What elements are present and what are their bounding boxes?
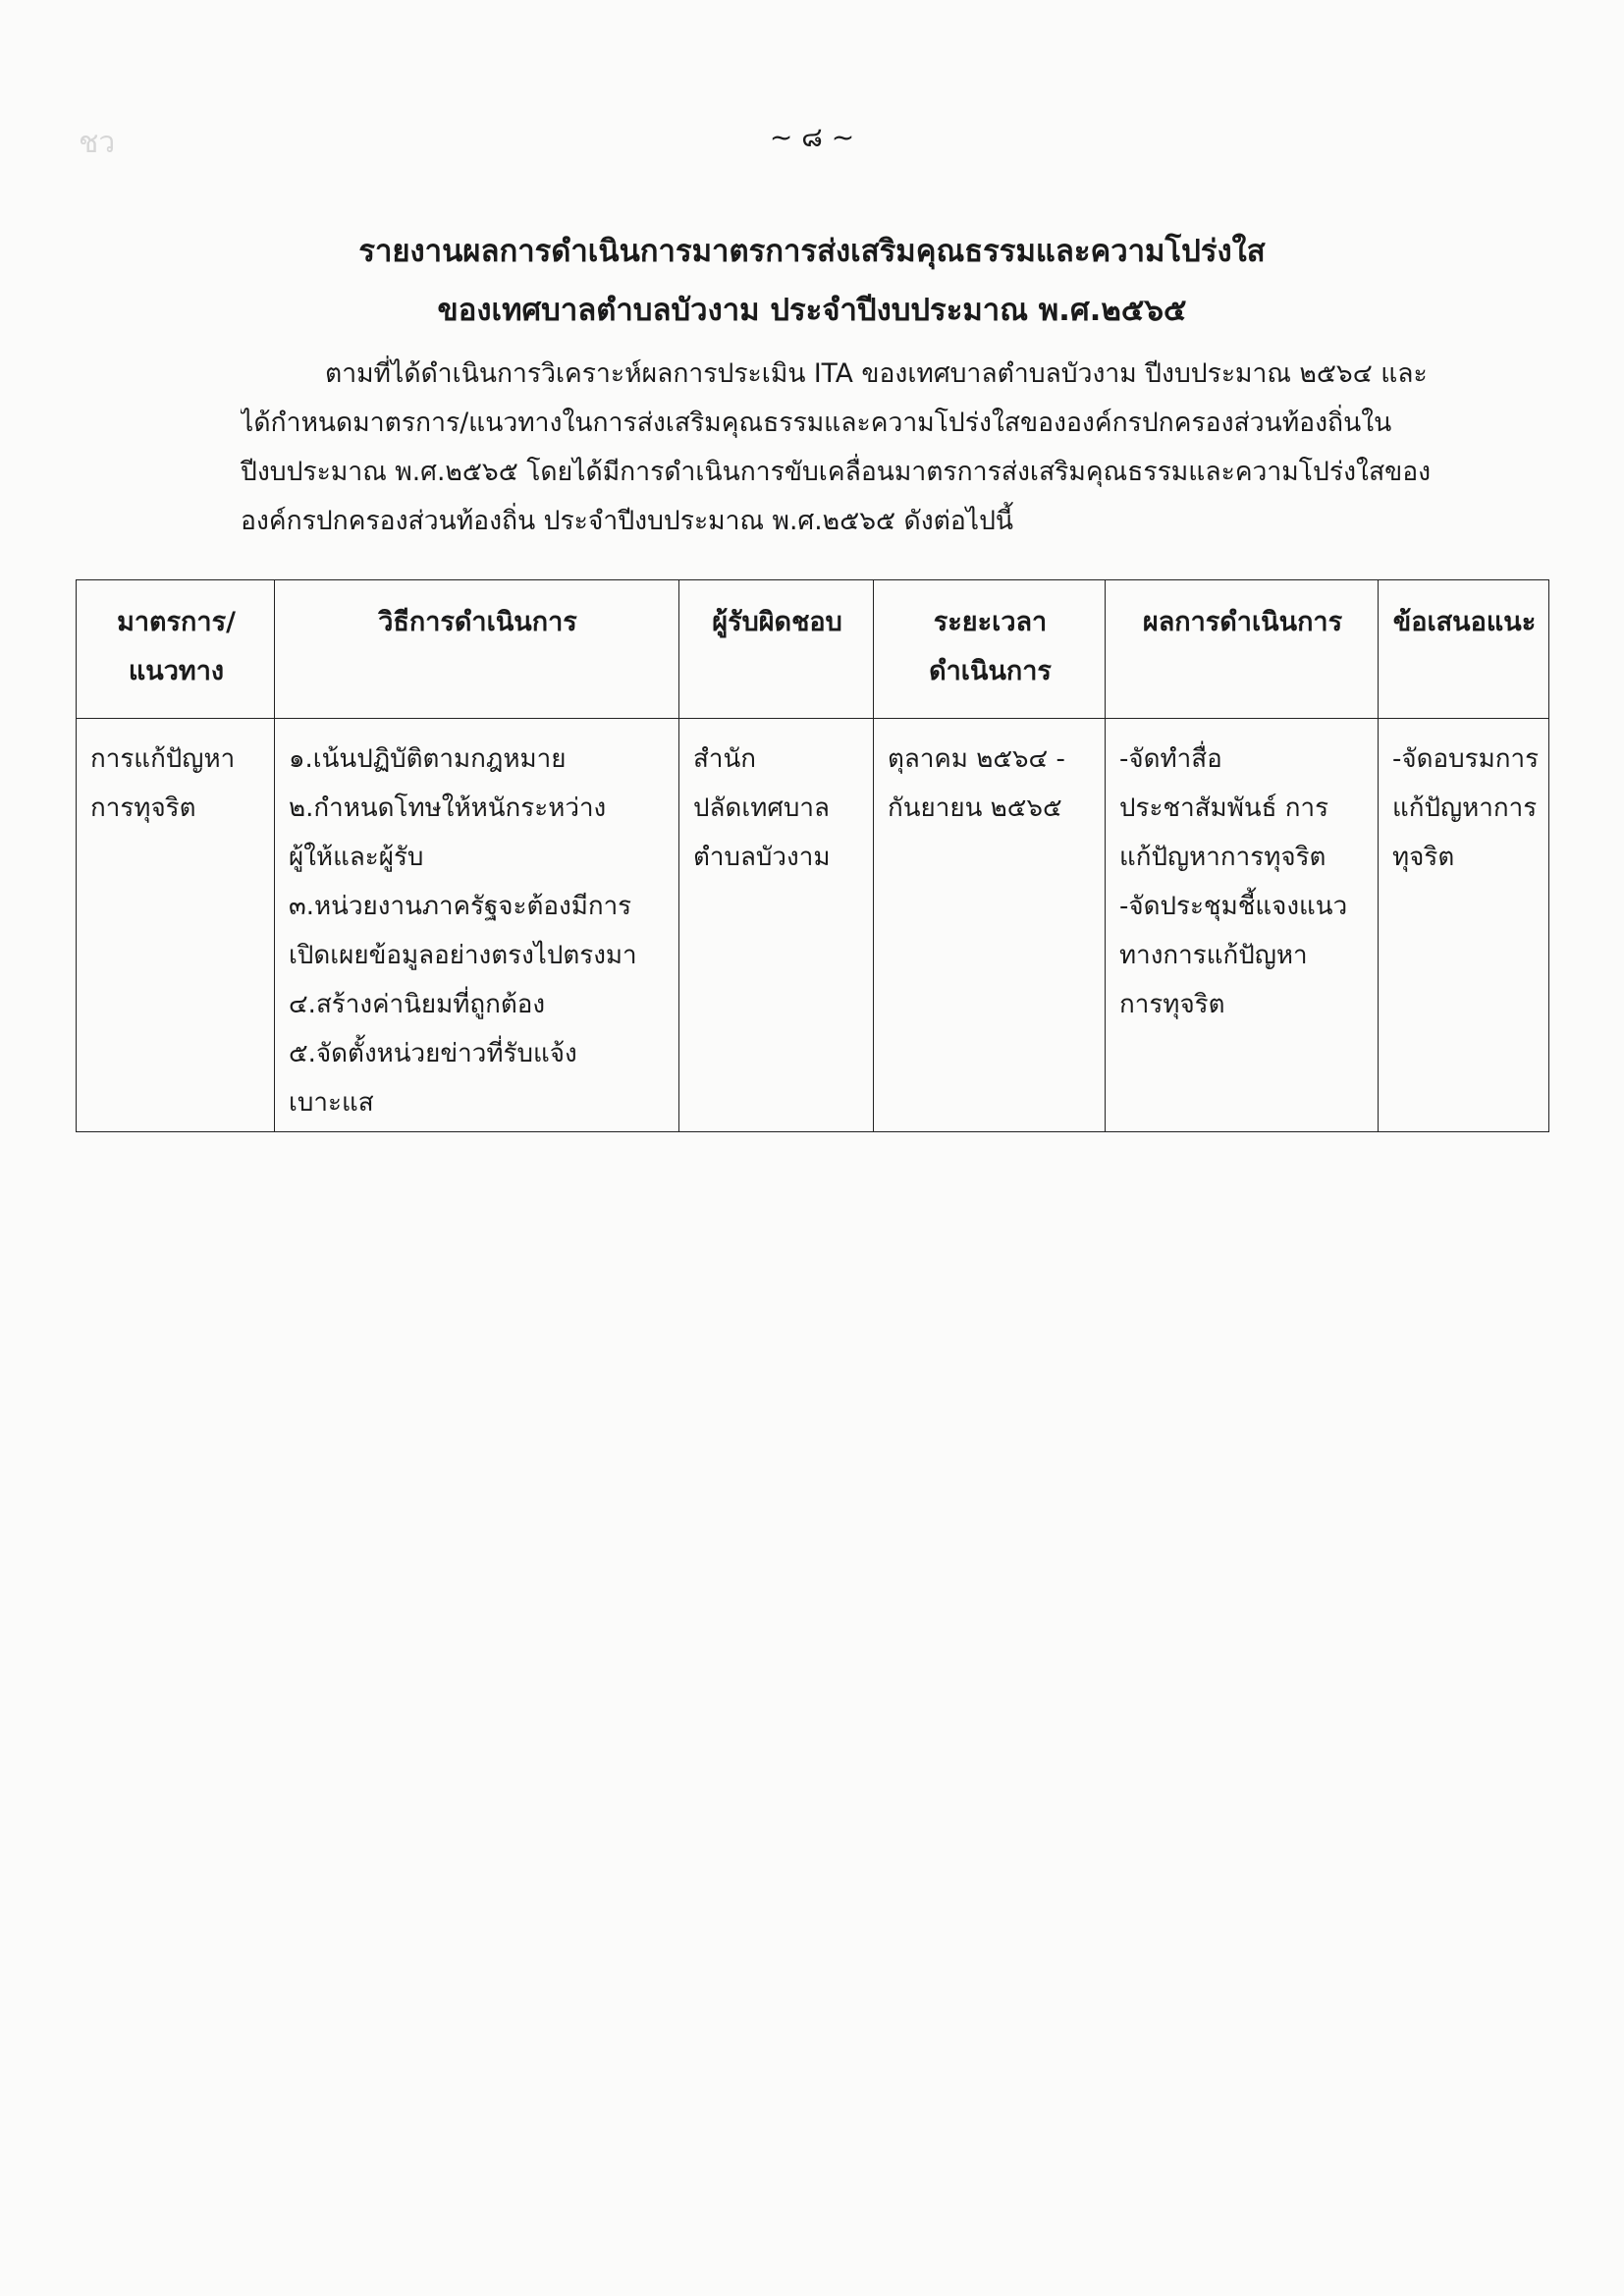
period-line-2: กันยายน ๒๕๖๕ xyxy=(888,793,1062,823)
results-line-6: การทุจริต xyxy=(1119,990,1225,1019)
results-line-1: -จัดทำสื่อ xyxy=(1119,744,1222,774)
intro-line-2: ได้กำหนดมาตรการ/แนวทางในการส่งเสริมคุณธรรมและความโปร่งใสขององค์กรปกครองส่วนท้องถิ่นใน xyxy=(241,408,1392,438)
header-results-line-1: ผลการดำเนินการ xyxy=(1142,607,1343,637)
method-line-4: ๓.หน่วยงานภาครัฐจะต้องมีการ xyxy=(289,892,632,921)
header-responsible-line-1: ผู้รับผิดชอบ xyxy=(712,607,842,637)
header-period xyxy=(874,580,1106,719)
cell-results xyxy=(1106,719,1379,1132)
page-number: ~ ๘ ~ xyxy=(769,121,855,153)
header-suggestions xyxy=(1379,580,1549,719)
responsible-line-2: ปลัดเทศบาล xyxy=(693,793,830,823)
results-line-3: แก้ปัญหาการทุจริต xyxy=(1119,843,1326,872)
cell-methods xyxy=(275,719,679,1132)
method-line-8: เบาะแส xyxy=(289,1088,374,1118)
header-measure xyxy=(77,580,275,719)
intro-paragraph xyxy=(241,350,1488,546)
report-title-line-1: รายงานผลการดำเนินการมาตรการส่งเสริมคุณธรรมและความโปร่งใส xyxy=(358,234,1266,269)
table-header-row xyxy=(77,580,1549,719)
faint-stamp: ชว xyxy=(79,126,116,160)
results-line-4: -จัดประชุมชี้แจงแนว xyxy=(1119,892,1348,921)
header-method xyxy=(275,580,679,719)
responsible-line-1: สำนัก xyxy=(693,744,756,774)
table-row xyxy=(77,719,1549,1132)
cell-suggestions xyxy=(1379,719,1549,1132)
period-line-1: ตุลาคม ๒๕๖๔ - xyxy=(888,744,1065,774)
header-suggestions-line-1: ข้อเสนอแนะ xyxy=(1392,607,1537,637)
cell-measure xyxy=(77,719,275,1132)
header-period-line-2: ดำเนินการ xyxy=(929,656,1052,686)
suggestions-line-1: -จัดอบรมการ xyxy=(1392,744,1540,774)
method-line-1: ๑.เน้นปฏิบัติตามกฎหมาย xyxy=(289,744,567,774)
suggestions-line-3: ทุจริต xyxy=(1392,843,1455,872)
header-responsible xyxy=(679,580,874,719)
cell-responsible xyxy=(679,719,874,1132)
intro-line-1: ตามที่ได้ดำเนินการวิเคราะห์ผลการประเมิน ITA ของเทศบาลตำบลบัวงาม ปีงบประมาณ ๒๕๖๔ และ xyxy=(325,358,1428,389)
measures-table xyxy=(76,579,1549,1132)
header-measure-line-1: มาตรการ/ xyxy=(117,607,236,637)
header-measure-line-2: แนวทาง xyxy=(128,656,225,686)
header-method-line-1: วิธีการดำเนินการ xyxy=(378,607,577,637)
results-line-2: ประชาสัมพันธ์ การ xyxy=(1119,793,1329,823)
method-line-3: ผู้ให้และผู้รับ xyxy=(289,843,424,872)
report-title-line-2: ของเทศบาลตำบลบัวงาม ประจำปีงบประมาณ พ.ศ.๒๕๖๕ xyxy=(437,293,1187,328)
header-period-line-1: ระยะเวลา xyxy=(933,607,1048,637)
cell-period xyxy=(874,719,1106,1132)
suggestions-line-2: แก้ปัญหาการ xyxy=(1392,793,1538,823)
responsible-line-3: ตำบลบัวงาม xyxy=(693,843,831,872)
method-line-2: ๒.กำหนดโทษให้หนักระหว่าง xyxy=(289,793,607,823)
measure-line-2: การทุจริต xyxy=(90,793,196,823)
measure-line-1: การแก้ปัญหา xyxy=(90,744,236,774)
intro-line-4: องค์กรปกครองส่วนท้องถิ่น ประจำปีงบประมาณ พ.ศ.๒๕๖๕ ดังต่อไปนี้ xyxy=(241,506,1014,536)
results-line-5: ทางการแก้ปัญหา xyxy=(1119,941,1308,970)
intro-line-3: ปีงบประมาณ พ.ศ.๒๕๖๕ โดยได้มีการดำเนินการขับเคลื่อนมาตรการส่งเสริมคุณธรรมและความโปร่งใสของ xyxy=(241,457,1432,487)
method-line-6: ๔.สร้างค่านิยมที่ถูกต้อง xyxy=(289,990,546,1019)
header-results xyxy=(1106,580,1379,719)
method-line-5: เปิดเผยข้อมูลอย่างตรงไปตรงมา xyxy=(289,941,637,970)
method-line-7: ๕.จัดตั้งหน่วยข่าวที่รับแจ้ง xyxy=(289,1039,577,1068)
